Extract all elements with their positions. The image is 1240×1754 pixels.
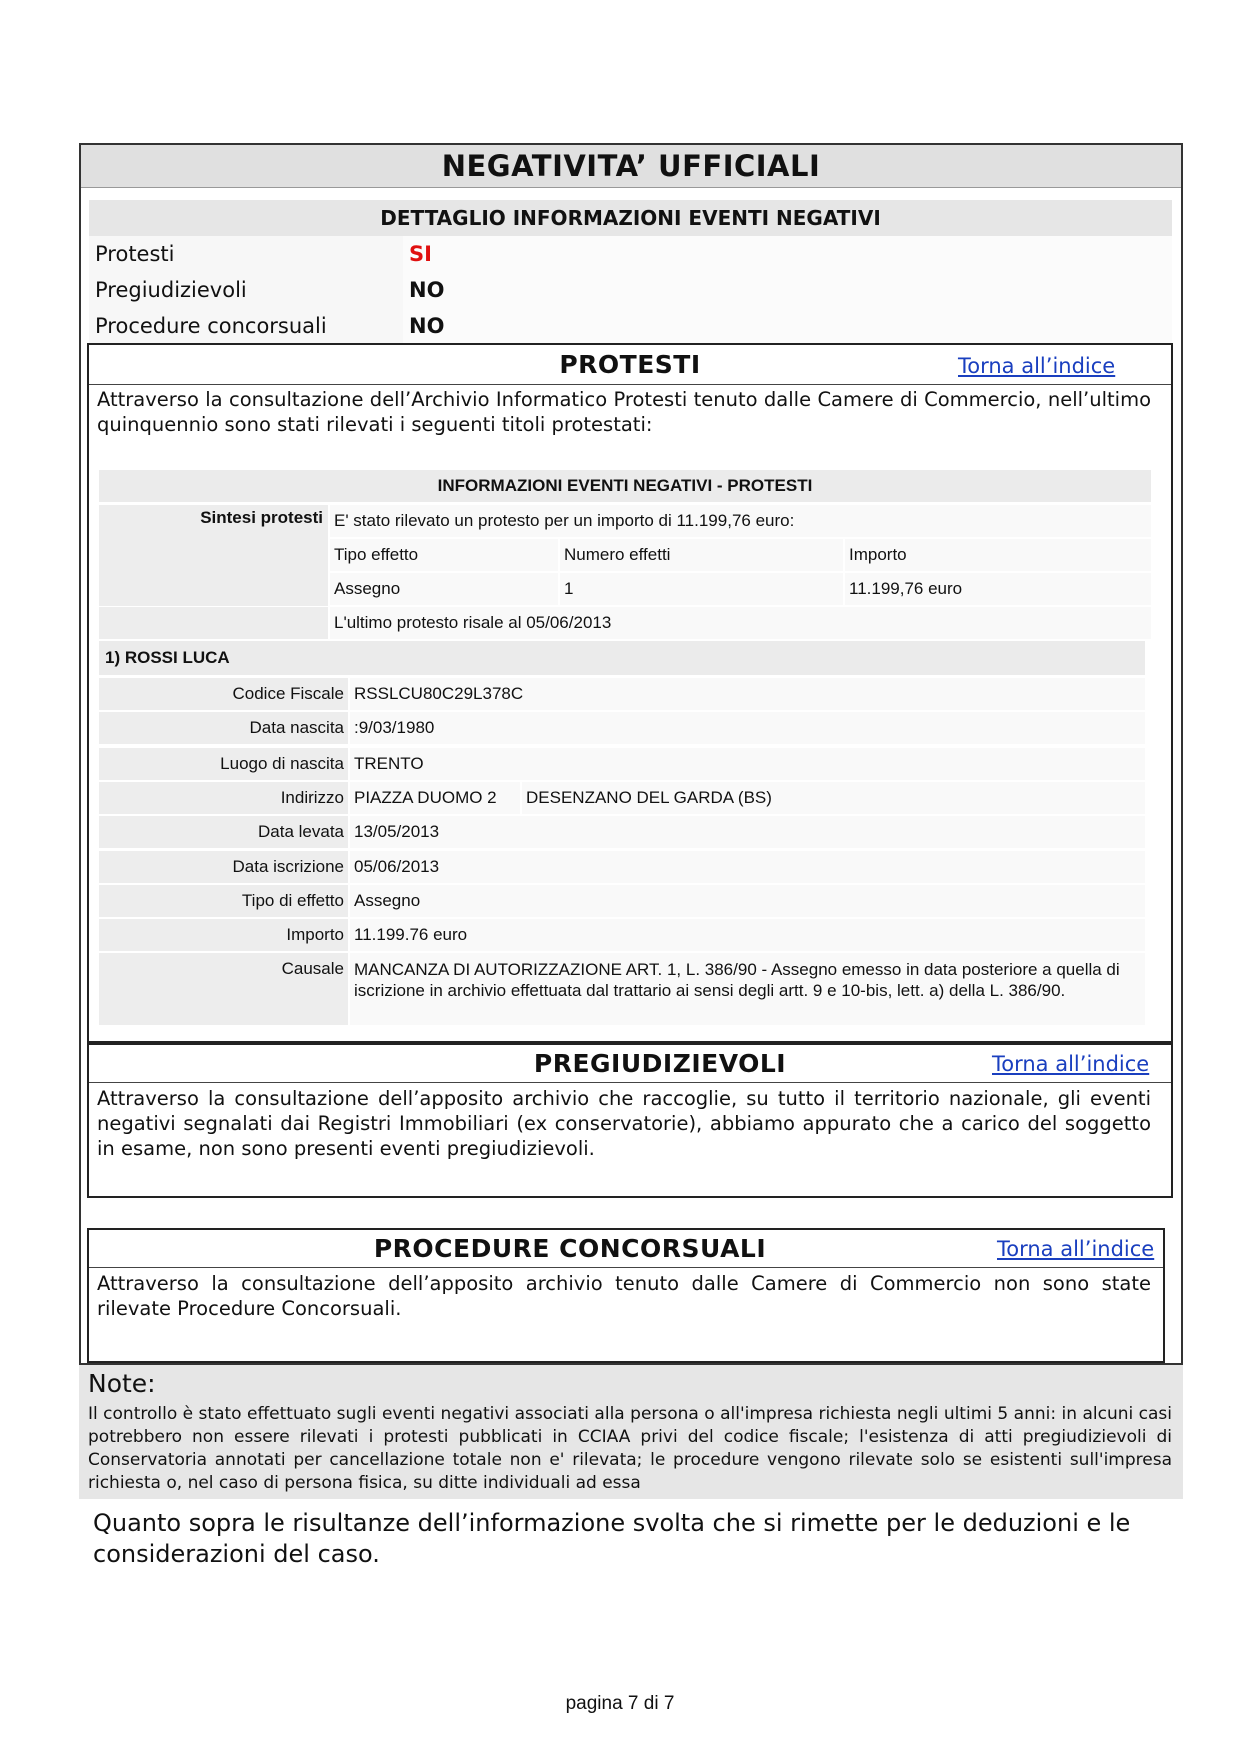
detail-value: Assegno xyxy=(350,885,1145,917)
summary-value: NO xyxy=(403,272,1172,308)
detail-label: Luogo di nascita xyxy=(220,754,344,773)
person-name: 1) ROSSI LUCA xyxy=(99,641,1145,675)
page-title: NEGATIVITA’ UFFICIALI xyxy=(81,145,1181,188)
detail-value: TRENTO xyxy=(350,748,1145,780)
summary-label: Protesti xyxy=(95,242,175,266)
pregiudizievoli-back-link[interactable]: Torna all’indice xyxy=(992,1052,1150,1076)
detail-label: Causale xyxy=(281,959,344,978)
detail-label: Tipo di effetto xyxy=(241,891,344,910)
detail-value: 11.199.76 euro xyxy=(350,919,1145,951)
detail-label-cell xyxy=(99,953,348,1025)
detail-label: Data levata xyxy=(258,822,344,841)
summary-row-procedure xyxy=(89,308,1172,344)
column-header: Tipo effetto xyxy=(330,539,558,571)
sintesi-text: E' stato rilevato un protesto per un importo di 11.199,76 euro: xyxy=(330,505,1151,537)
protesti-back-link[interactable]: Torna all’indice xyxy=(958,354,1116,378)
procedure-text: Attraverso la consultazione dell’apposito archivio tenuto dalle Camere di Commercio non sono state rilevate Procedure Concorsuali. xyxy=(97,1272,1151,1320)
detail-label-cell xyxy=(99,782,348,814)
protesti-intro: Attraverso la consultazione dell’Archivio Informatico Protesti tenuto dalle Camere di Commercio, nell’ultimo quinquennio sono stati rilevati i seguenti titoli protestati: xyxy=(97,388,1151,436)
last-protest-text: L'ultimo protesto risale al 05/06/2013 xyxy=(330,607,1151,639)
summary-value: NO xyxy=(403,308,1172,344)
detail-value: 05/06/2013 xyxy=(350,851,1145,883)
detail-value: 13/05/2013 xyxy=(350,816,1145,848)
detail-label: Importo xyxy=(286,925,344,944)
table-heading: INFORMAZIONI EVENTI NEGATIVI - PROTESTI xyxy=(99,470,1151,502)
protesti-title: PROTESTI xyxy=(559,350,701,379)
summary-label: Procedure concorsuali xyxy=(95,314,327,338)
note-text: Il controllo è stato effettuato sugli eventi negativi associati alla persona o all'impresa richiesta negli ultimi 5 anni: in alcuni casi potrebbero non essere rilevati i protesti pubblicati in CCIAA privi del codice fiscale; l'esistenza di atti pregiudizievoli di Conservatoria annotati per cancellazione totale non e' rilevata; le procedure vengono rilevate solo se esistenti sull'impresa richiesta o, nel caso di persona fisica, su ditte individuali ad essa xyxy=(88,1404,1172,1493)
detail-value-causale: MANCANZA DI AUTORIZZAZIONE ART. 1, L. 386/90 - Assegno emesso in data posteriore a quella di iscrizione in archivio effettuata dal trattario ai sensi degli artt. 9 e 10-bis, lett. a) della L. 386/90. xyxy=(350,953,1145,1025)
page-number: pagina 7 di 7 xyxy=(565,1693,675,1714)
detail-value: PIAZZA DUOMO 2 xyxy=(350,782,520,814)
summary-row-protesti xyxy=(89,236,1172,272)
detail-label: Codice Fiscale xyxy=(232,684,344,703)
summary-value: SI xyxy=(403,236,1172,272)
sintesi-label: Sintesi protesti xyxy=(200,508,323,527)
summary-label: Pregiudizievoli xyxy=(95,278,247,302)
table-cell: 11.199,76 euro xyxy=(845,573,1151,605)
pregiudizievoli-text: Attraverso la consultazione dell’apposito archivio che raccoglie, su tutto il territorio nazionale, gli eventi negativi segnalati dai Registri Immobiliari (ex conservatorie), abbiamo appurato che a carico del soggetto in esame, non sono presenti eventi pregiudizievoli. xyxy=(97,1087,1151,1160)
detail-label-cell xyxy=(99,851,348,883)
detail-label-cell xyxy=(99,816,348,848)
detail-label-cell xyxy=(99,748,348,780)
summary-heading: DETTAGLIO INFORMAZIONI EVENTI NEGATIVI xyxy=(89,200,1172,236)
table-cell: 1 xyxy=(560,573,843,605)
last-label-cell xyxy=(99,607,328,639)
detail-label-cell xyxy=(99,678,348,710)
closing-text: Quanto sopra le risultanze dell’informazione svolta che si rimette per le deduzioni e le considerazioni del caso. xyxy=(93,1509,1131,1568)
detail-label: Data iscrizione xyxy=(232,857,344,876)
detail-label: Data nascita xyxy=(249,718,344,737)
detail-label-cell xyxy=(99,919,348,951)
pregiudizievoli-title: PREGIUDIZIEVOLI xyxy=(533,1049,787,1078)
procedure-title: PROCEDURE CONCORSUALI xyxy=(373,1234,767,1263)
procedure-back-link[interactable]: Torna all’indice xyxy=(997,1237,1155,1261)
note-title: Note: xyxy=(88,1369,156,1398)
table-cell: Assegno xyxy=(330,573,558,605)
detail-label-cell xyxy=(99,712,348,744)
detail-value: RSSLCU80C29L378C xyxy=(350,678,1145,710)
detail-label-cell xyxy=(99,885,348,917)
protesti-table xyxy=(99,470,1151,1030)
column-header: Importo xyxy=(845,539,1151,571)
summary-row-pregiudizievoli xyxy=(89,272,1172,308)
detail-value: :9/03/1980 xyxy=(350,712,1145,744)
detail-label: Indirizzo xyxy=(280,788,344,807)
detail-value-city: DESENZANO DEL GARDA (BS) xyxy=(522,782,1145,814)
column-header: Numero effetti xyxy=(560,539,843,571)
